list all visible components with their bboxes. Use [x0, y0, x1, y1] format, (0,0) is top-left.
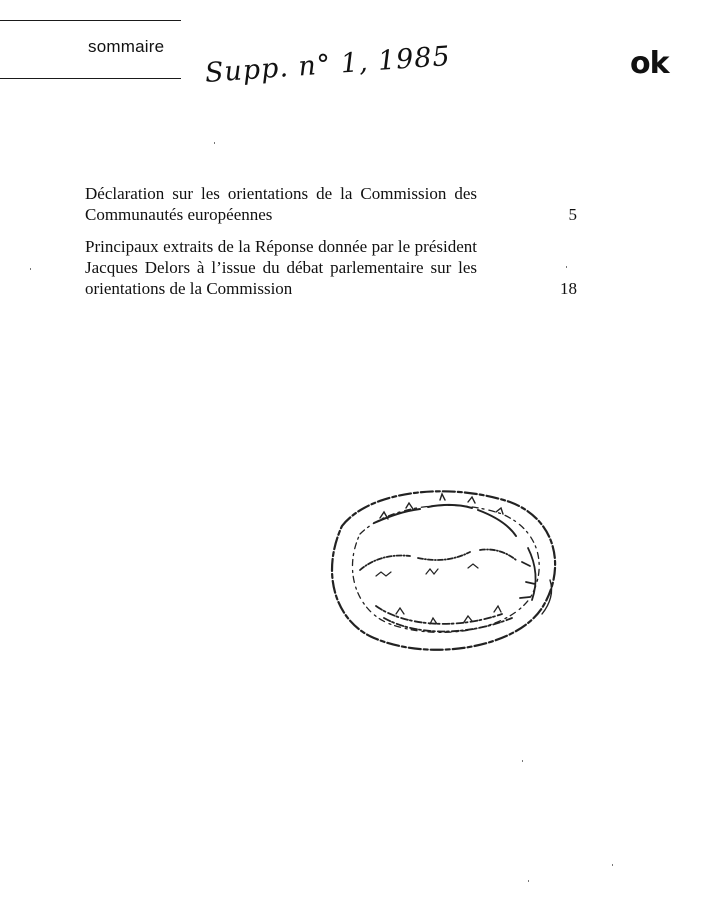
handwritten-reference-note: Supp. n° 1, 1985: [203, 40, 452, 89]
scan-speck: [522, 760, 523, 762]
table-of-contents: [85, 183, 585, 310]
page-title: sommaire: [88, 37, 165, 56]
toc-entry-title: Déclaration sur les orientations de la Commission des Communautés européennes: [85, 184, 477, 224]
scan-speck: [214, 142, 215, 144]
scan-speck: [30, 268, 31, 270]
scan-speck: [612, 864, 613, 866]
scan-speck: [566, 266, 567, 268]
toc-entry-title: Principaux extraits de la Réponse donnée par le président Jacques Delors à l’issue du débat parlementaire sur les orientations de la Commission: [85, 237, 477, 298]
handwritten-ok-mark: ok: [630, 46, 669, 81]
heading-underline: [0, 78, 181, 79]
scan-speck: [528, 880, 529, 882]
toc-entry-page: 18: [560, 279, 577, 298]
circular-arabic-library-stamp-icon: [318, 478, 566, 660]
toc-entry-page: 5: [568, 205, 577, 224]
top-rule: [0, 20, 181, 21]
toc-entry[interactable]: [85, 183, 585, 225]
toc-entry[interactable]: [85, 236, 585, 299]
